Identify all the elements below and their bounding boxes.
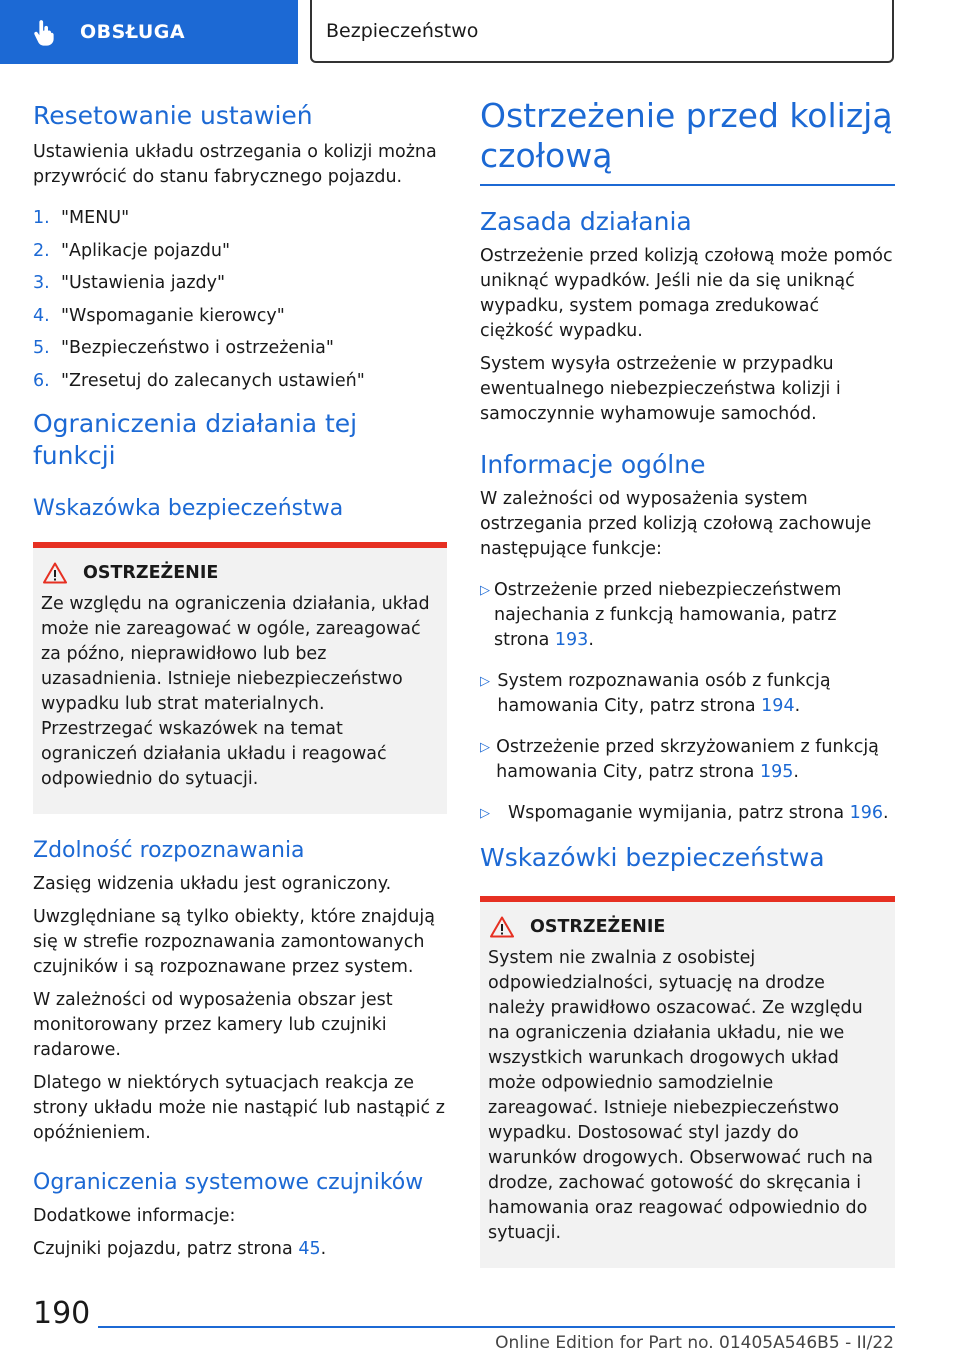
left-column [33, 96, 447, 1262]
bullet-triangle-icon: ▷ [480, 740, 490, 755]
warning-box [480, 896, 895, 1268]
list-item: 6. "Zresetuj do zalecanych ustawień" [33, 370, 365, 391]
page-link[interactable]: 193 [554, 630, 589, 650]
right-column [480, 96, 895, 1268]
principle-text-2: System wysyła ostrzeżenie w przypadku ewentualnego niebezpieczeństwa kolizji i samoczynnie wyhamowuje samochód. [480, 354, 841, 424]
reset-text: Ustawienia układu ostrzegania o kolizji można przywrócić do stanu fabrycznego pojazdu. [33, 142, 437, 187]
detection-text-1: Zasięg widzenia układu jest ograniczony. [33, 873, 392, 894]
detection-text-3: W zależności od wyposażenia obszar jest monitorowany przez kamery lub czujniki radarowe. [33, 989, 393, 1060]
warning-box [33, 542, 447, 814]
page-link[interactable]: 194 [761, 696, 795, 716]
reset-steps-list [33, 206, 447, 394]
warning-triangle-icon [43, 562, 67, 584]
list-item: 1. "MENU" [33, 208, 130, 228]
bullet-triangle-icon: ▷ [480, 674, 490, 689]
list-item: 5. "Bezpieczeństwo i ostrzeżenia" [33, 338, 334, 358]
section-label: OBSŁUGA [80, 21, 186, 43]
list-item: ▷ Ostrzeżenie przed skrzyżowaniem z funkcją hamowania City, patrz strona 195. [480, 735, 895, 785]
warning-text: Ze względu na ograniczenia działania, układ może nie zareagować w ogóle, zareagować za późno, nieprawidłowo lub bez uzasadnienia. Istnieje niebezpieczeństwo wypadku lub strat materialnych. Przestrzegać wskazówek na temat ograniczeń działania układu i reagować odpowiednio do sytuacji. [41, 593, 430, 789]
bullet-triangle-icon: ▷ [480, 806, 490, 821]
principle-heading: Zasada działania [480, 207, 692, 236]
footer-rule [98, 1326, 895, 1328]
feature-list [480, 578, 895, 826]
page-link[interactable]: 196 [849, 803, 884, 823]
reset-heading: Resetowanie ustawień [33, 101, 313, 130]
warning-label: OSTRZEŻENIE [83, 562, 219, 583]
safety-heading: Wskazówki bezpieczeństwa [480, 843, 825, 872]
detection-heading: Zdolność rozpoznawania [33, 837, 305, 863]
principle-text-1: Ostrzeżenie przed kolizją czołową może pomóc uniknąć wypadków. Jeśli nie da się uniknąć wypadku, system pomaga zredukować ciężkość wypadku. [480, 246, 893, 341]
page-number: 190 [33, 1296, 91, 1331]
list-item: ▷ System rozpoznawania osób z funkcją hamowania City, patrz strona 194. [480, 669, 895, 719]
main-heading: Ostrzeżenie przed kolizją czołową [480, 96, 893, 175]
list-item: 4. "Wspomaganie kierowcy" [33, 305, 285, 326]
list-item: 2. "Aplikacje pojazdu" [33, 240, 231, 261]
list-item: 3. "Ustawienia jazdy" [33, 273, 226, 293]
page-link[interactable]: 195 [759, 762, 794, 782]
sensor-text-1: Dodatkowe informacje: [33, 1205, 236, 1226]
limits-heading: Ograniczenia działania tej funkcji [33, 408, 358, 470]
edition-note: Online Edition for Part no. 01405A546B5 - II/22 [495, 1333, 894, 1353]
general-heading: Informacje ogólne [480, 450, 706, 479]
detection-text-2: Uwzględniane są tylko obiekty, które znajdują się w strefie rozpoznawania zamontowanych czujników i są rozpoznawane przez system. [33, 906, 435, 977]
sensor-limits-heading: Ograniczenia systemowe czujników [33, 1169, 424, 1195]
warning-label: OSTRZEŻENIE [530, 917, 666, 937]
chapter-title: Bezpieczeństwo [326, 19, 479, 42]
safety-hint-heading: Wskazówka bezpieczeństwa [33, 495, 344, 521]
sensor-text-2: Czujniki pojazdu, patrz strona 45. [33, 1238, 327, 1259]
list-item: ▷ Wspomaganie wymijania, patrz strona 196. [480, 801, 895, 826]
bullet-triangle-icon: ▷ [480, 583, 490, 598]
section-tab[interactable] [0, 0, 298, 64]
detection-text-4: Dlatego w niektórych sytuacjach reakcja ze strony układu może nie nastąpić lub nastąpić z opóźnieniem. [33, 1072, 445, 1143]
chapter-header [310, 0, 894, 63]
page-link[interactable]: 45 [298, 1238, 321, 1259]
list-item: ▷ Ostrzeżenie przed niebezpieczeństwem najechania z funkcją hamowania, patrz strona 193. [480, 578, 895, 653]
warning-text: System nie zwalnia z osobistej odpowiedzialności, sytuację na drodze należy prawidłowo oszacować. Ze względu na ograniczenia działania układu, nie we wszystkich warunkach drogowych układ może odpowiednio samodzielnie zareagować. Istnieje niebezpieczeństwo wypadku. Dostosować styl jazdy do warunków drogowych. Obserwować ruch na drodze, zachować gotowość do skręcania i hamowania oraz reagować odpowiednio do sytuacji. [488, 948, 874, 1243]
hand-pointer-icon [30, 17, 60, 47]
general-text: W zależności od wyposażenia system ostrzegania przed kolizją czołową zachowuje następujące funkcje: [480, 489, 872, 559]
heading-rule [480, 184, 895, 186]
warning-triangle-icon [490, 916, 514, 938]
